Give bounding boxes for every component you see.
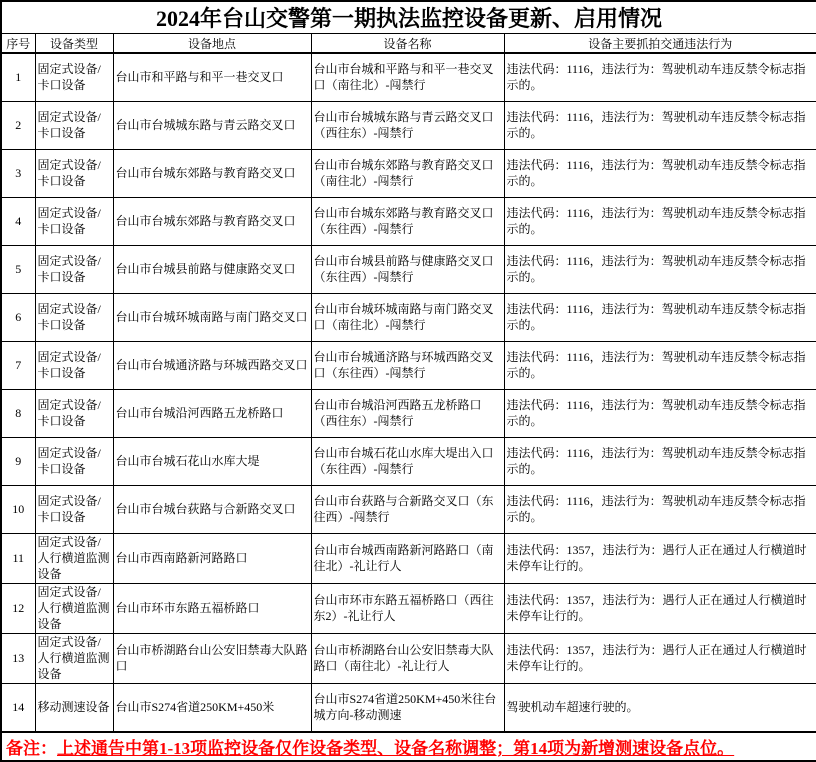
- row-number: 7: [1, 341, 35, 389]
- violation-desc: 违法代码：1116，违法行为：驾驶机动车违反禁令标志指示的。: [504, 437, 816, 485]
- row-number: 2: [1, 101, 35, 149]
- row-number: 3: [1, 149, 35, 197]
- row-number: 6: [1, 293, 35, 341]
- device-location: 台山市台城沿河西路五龙桥路口: [113, 389, 311, 437]
- violation-desc: 违法代码：1116，违法行为：驾驶机动车违反禁令标志指示的。: [504, 389, 816, 437]
- device-location: 台山市台城石花山水库大堤: [113, 437, 311, 485]
- row-number: 14: [1, 683, 35, 732]
- table-row: [1, 533, 816, 583]
- table-row: [1, 389, 816, 437]
- row-number: 11: [1, 533, 35, 583]
- device-type: 固定式设备/卡口设备: [35, 341, 113, 389]
- col-header-device-type: 设备类型: [35, 34, 113, 54]
- note-label: 备注：: [6, 739, 57, 758]
- table-row: [1, 53, 816, 101]
- device-location: 台山市台城东郊路与教育路交叉口: [113, 197, 311, 245]
- device-name: 台山市环市东路五福桥路口（西往东2）-礼让行人: [311, 583, 504, 633]
- page-title: 2024年台山交警第一期执法监控设备更新、启用情况: [1, 1, 816, 34]
- violation-desc: 违法代码：1116，违法行为：驾驶机动车违反禁令标志指示的。: [504, 149, 816, 197]
- row-number: 4: [1, 197, 35, 245]
- table-row: [1, 583, 816, 633]
- col-header-no: 序号: [1, 34, 35, 54]
- device-location: 台山市台城东郊路与教育路交叉口: [113, 149, 311, 197]
- device-location: 台山市桥湖路台山公安旧禁毒大队路口: [113, 633, 311, 683]
- column-header-row: [1, 34, 816, 54]
- row-number: 8: [1, 389, 35, 437]
- table-row: [1, 341, 816, 389]
- table-row: [1, 197, 816, 245]
- device-location: 台山市台城通济路与环城西路交叉口: [113, 341, 311, 389]
- violation-desc: 违法代码：1357，违法行为：遇行人正在通过人行横道时未停车让行的。: [504, 633, 816, 683]
- device-name: 台山市台城东郊路与教育路交叉口（南往北）-闯禁行: [311, 149, 504, 197]
- device-type: 固定式设备/卡口设备: [35, 245, 113, 293]
- violation-desc: 违法代码：1357，违法行为：遇行人正在通过人行横道时未停车让行的。: [504, 583, 816, 633]
- device-name: 台山市台城和平路与和平一巷交叉口（南往北）-闯禁行: [311, 53, 504, 101]
- violation-desc: 违法代码：1116，违法行为：驾驶机动车违反禁令标志指示的。: [504, 341, 816, 389]
- device-name: 台山市台城环城南路与南门路交叉口（南往北）-闯禁行: [311, 293, 504, 341]
- table-row: [1, 293, 816, 341]
- col-header-device-location: 设备地点: [113, 34, 311, 54]
- device-name: 台山市桥湖路台山公安旧禁毒大队路口（南往北）-礼让行人: [311, 633, 504, 683]
- violation-desc: 违法代码：1116，违法行为：驾驶机动车违反禁令标志指示的。: [504, 53, 816, 101]
- col-header-device-name: 设备名称: [311, 34, 504, 54]
- row-number: 5: [1, 245, 35, 293]
- device-location: 台山市台城台荻路与合新路交叉口: [113, 485, 311, 533]
- device-location: 台山市环市东路五福桥路口: [113, 583, 311, 633]
- device-type: 固定式设备/卡口设备: [35, 485, 113, 533]
- device-type: 固定式设备/卡口设备: [35, 437, 113, 485]
- violation-desc: 违法代码：1116，违法行为：驾驶机动车违反禁令标志指示的。: [504, 101, 816, 149]
- device-location: 台山市S274省道250KM+450米: [113, 683, 311, 732]
- device-location: 台山市台城环城南路与南门路交叉口: [113, 293, 311, 341]
- violation-desc: 违法代码：1357，违法行为：遇行人正在通过人行横道时未停车让行的。: [504, 533, 816, 583]
- device-location: 台山市西南路新河路路口: [113, 533, 311, 583]
- device-name: 台山市台城西南路新河路路口（南往北）-礼让行人: [311, 533, 504, 583]
- device-name: 台山市台城东郊路与教育路交叉口（东往西）-闯禁行: [311, 197, 504, 245]
- row-number: 10: [1, 485, 35, 533]
- row-number: 9: [1, 437, 35, 485]
- table-row: [1, 633, 816, 683]
- device-name: 台山市台城沿河西路五龙桥路口（西往东）-闯禁行: [311, 389, 504, 437]
- violation-desc: 违法代码：1116，违法行为：驾驶机动车违反禁令标志指示的。: [504, 245, 816, 293]
- table-row: [1, 437, 816, 485]
- device-type: 固定式设备/卡口设备: [35, 149, 113, 197]
- device-name: 台山市台城通济路与环城西路交叉口（东往西）-闯禁行: [311, 341, 504, 389]
- device-name: 台山市台城县前路与健康路交叉口（东往西）-闯禁行: [311, 245, 504, 293]
- device-name: 台山市台城石花山水库大堤出入口（东往西）-闯禁行: [311, 437, 504, 485]
- violation-desc: 违法代码：1116，违法行为：驾驶机动车违反禁令标志指示的。: [504, 197, 816, 245]
- title-row: [1, 1, 816, 34]
- violation-desc: 驾驶机动车超速行驶的。: [504, 683, 816, 732]
- note-text: 上述通告中第1-13项监控设备仅作设备类型、设备名称调整；第14项为新增测速设备点位。: [57, 739, 735, 758]
- violation-desc: 违法代码：1116，违法行为：驾驶机动车违反禁令标志指示的。: [504, 485, 816, 533]
- device-type: 固定式设备/人行横道监测设备: [35, 533, 113, 583]
- device-type: 移动测速设备: [35, 683, 113, 732]
- violation-desc: 违法代码：1116，违法行为：驾驶机动车违反禁令标志指示的。: [504, 293, 816, 341]
- device-type: 固定式设备/人行横道监测设备: [35, 633, 113, 683]
- device-type: 固定式设备/卡口设备: [35, 389, 113, 437]
- device-name: 台山市S274省道250KM+450米往台城方向-移动测速: [311, 683, 504, 732]
- row-number: 12: [1, 583, 35, 633]
- table-row: [1, 485, 816, 533]
- device-type: 固定式设备/卡口设备: [35, 197, 113, 245]
- device-type: 固定式设备/人行横道监测设备: [35, 583, 113, 633]
- device-type: 固定式设备/卡口设备: [35, 101, 113, 149]
- device-type: 固定式设备/卡口设备: [35, 293, 113, 341]
- row-number: 1: [1, 53, 35, 101]
- device-name: 台山市台城城东路与青云路交叉口（西往东）-闯禁行: [311, 101, 504, 149]
- row-number: 13: [1, 633, 35, 683]
- table-row: [1, 683, 816, 732]
- device-location: 台山市台城城东路与青云路交叉口: [113, 101, 311, 149]
- col-header-violation: 设备主要抓拍交通违法行为: [504, 34, 816, 54]
- table-row: [1, 101, 816, 149]
- device-location: 台山市台城县前路与健康路交叉口: [113, 245, 311, 293]
- device-name: 台山市台荻路与合新路交叉口（东往西）-闯禁行: [311, 485, 504, 533]
- table-row: [1, 149, 816, 197]
- device-location: 台山市和平路与和平一巷交叉口: [113, 53, 311, 101]
- device-type: 固定式设备/卡口设备: [35, 53, 113, 101]
- table-row: [1, 245, 816, 293]
